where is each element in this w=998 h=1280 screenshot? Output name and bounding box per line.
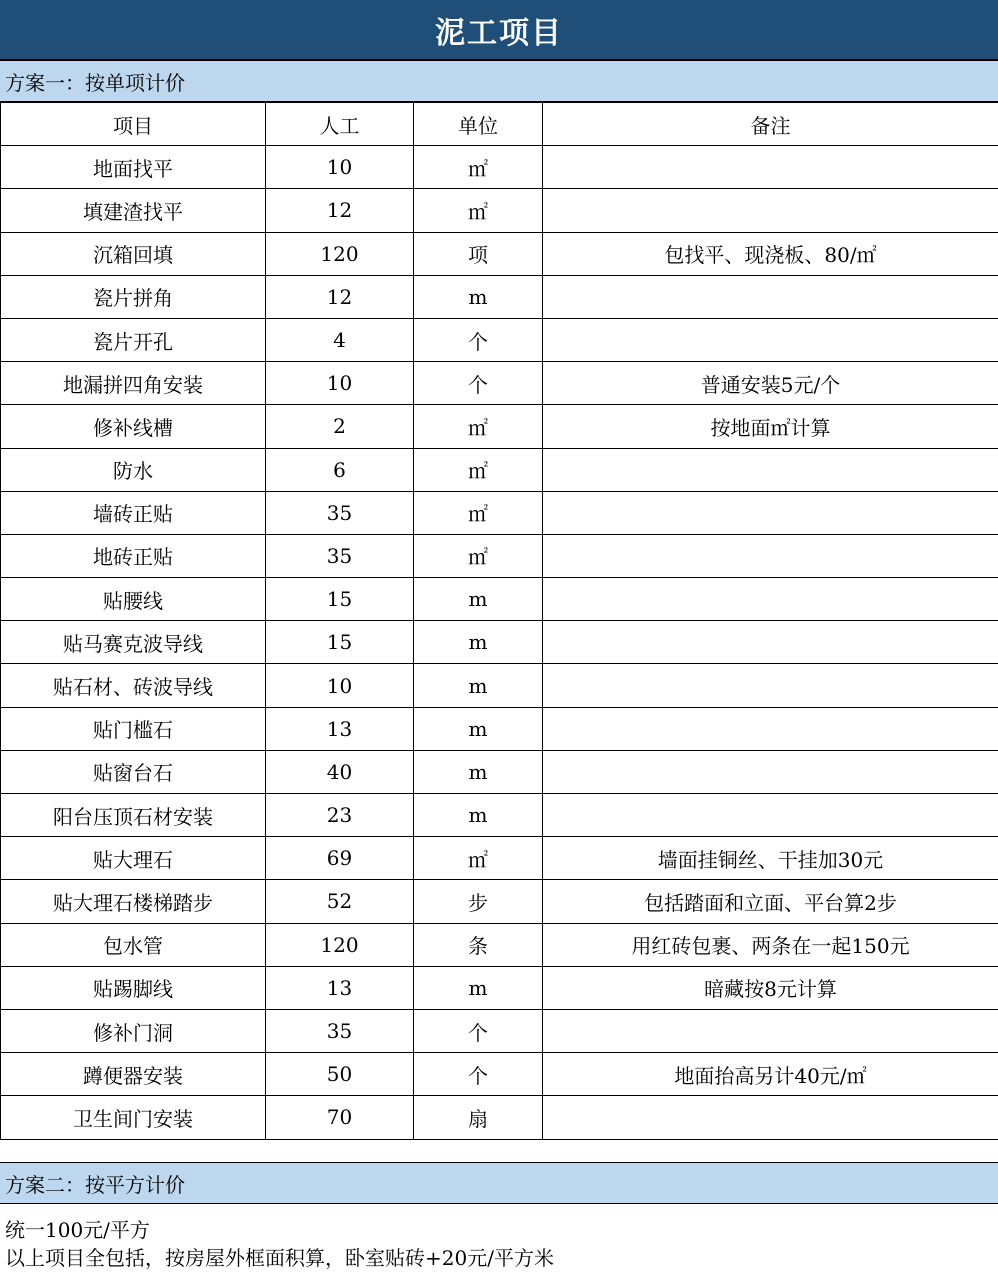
cell-item[interactable]: 瓷片拼角 [1, 275, 266, 318]
cell-item[interactable]: 卫生间门安装 [1, 1096, 266, 1139]
cell-unit[interactable]: m [414, 750, 543, 793]
cell-labor[interactable]: 10 [266, 362, 414, 405]
sheet-title: 泥工项目 [0, 0, 998, 60]
cell-note[interactable] [543, 146, 998, 189]
cell-note[interactable] [543, 1096, 998, 1139]
cell-note[interactable] [543, 794, 998, 837]
table-row [1, 707, 998, 750]
cell-unit[interactable]: m [414, 664, 543, 707]
header-labor[interactable]: 人工 [266, 103, 414, 146]
cell-item[interactable]: 墙砖正贴 [1, 491, 266, 534]
cell-note[interactable] [543, 275, 998, 318]
cell-labor[interactable]: 2 [266, 405, 414, 448]
cell-item[interactable]: 填建渣找平 [1, 189, 266, 232]
table-row [1, 189, 998, 232]
cell-note[interactable] [543, 1009, 998, 1052]
table-row [1, 534, 998, 577]
header-unit[interactable]: 单位 [414, 103, 543, 146]
cell-unit[interactable]: 个 [414, 1009, 543, 1052]
cell-unit[interactable]: ㎡ [414, 189, 543, 232]
cell-note[interactable] [543, 707, 998, 750]
cell-unit[interactable]: ㎡ [414, 837, 543, 880]
cell-labor[interactable]: 4 [266, 318, 414, 361]
cell-note[interactable] [543, 491, 998, 534]
table-row [1, 880, 998, 923]
cell-labor[interactable]: 12 [266, 275, 414, 318]
cell-labor[interactable]: 23 [266, 794, 414, 837]
cell-labor[interactable]: 13 [266, 707, 414, 750]
cell-unit[interactable]: m [414, 578, 543, 621]
table-row [1, 275, 998, 318]
cell-unit[interactable]: 项 [414, 232, 543, 275]
cell-note[interactable]: 暗藏按8元计算 [543, 966, 998, 1009]
cell-note[interactable] [543, 578, 998, 621]
cell-item[interactable]: 包水管 [1, 923, 266, 966]
table-row [1, 448, 998, 491]
table-row [1, 146, 998, 189]
plan2-line: 统一100元/平方 [5, 1218, 150, 1242]
cell-item[interactable]: 贴门槛石 [1, 707, 266, 750]
cell-note[interactable] [543, 189, 998, 232]
cell-item[interactable]: 阳台压顶石材安装 [1, 794, 266, 837]
cell-labor[interactable]: 120 [266, 232, 414, 275]
cell-labor[interactable]: 70 [266, 1096, 414, 1139]
cell-unit[interactable]: ㎡ [414, 405, 543, 448]
cell-labor[interactable]: 52 [266, 880, 414, 923]
cell-unit[interactable]: ㎡ [414, 448, 543, 491]
cell-item[interactable]: 地砖正贴 [1, 534, 266, 577]
cell-note[interactable]: 用红砖包裹、两条在一起150元 [543, 923, 998, 966]
cell-unit[interactable]: m [414, 707, 543, 750]
cell-note[interactable]: 按地面㎡计算 [543, 405, 998, 448]
cell-note[interactable]: 地面抬高另计40元/㎡ [543, 1053, 998, 1096]
cell-labor[interactable]: 15 [266, 621, 414, 664]
table-row [1, 405, 998, 448]
cell-note[interactable] [543, 621, 998, 664]
cell-labor[interactable]: 35 [266, 1009, 414, 1052]
plan2-label[interactable]: 方案二：按平方计价 [0, 1162, 998, 1204]
cell-item[interactable]: 蹲便器安装 [1, 1053, 266, 1096]
cell-note[interactable]: 墙面挂铜丝、干挂加30元 [543, 837, 998, 880]
table-row [1, 1009, 998, 1052]
header-note[interactable]: 备注 [543, 103, 998, 146]
plan2-line: 以上项目全包括，按房屋外框面积算，卧室贴砖+20元/平方米 [5, 1246, 554, 1270]
cell-item[interactable]: 地面找平 [1, 146, 266, 189]
price-table [0, 102, 998, 1140]
plan1-label[interactable]: 方案一：按单项计价 [0, 60, 998, 102]
cell-unit[interactable]: ㎡ [414, 491, 543, 534]
cell-unit[interactable]: ㎡ [414, 534, 543, 577]
cell-labor[interactable]: 120 [266, 923, 414, 966]
cell-item[interactable]: 贴马赛克波导线 [1, 621, 266, 664]
cell-item[interactable]: 地漏拼四角安装 [1, 362, 266, 405]
cell-item[interactable]: 贴大理石 [1, 837, 266, 880]
table-row [1, 621, 998, 664]
table-row [1, 664, 998, 707]
cell-unit[interactable]: m [414, 275, 543, 318]
cell-unit[interactable]: ㎡ [414, 146, 543, 189]
cell-note[interactable] [543, 750, 998, 793]
table-row [1, 578, 998, 621]
table-row [1, 837, 998, 880]
cell-note[interactable]: 包找平、现浇板、80/㎡ [543, 232, 998, 275]
cell-item[interactable]: 贴踢脚线 [1, 966, 266, 1009]
table-row [1, 1053, 998, 1096]
cell-unit[interactable]: 条 [414, 923, 543, 966]
cell-unit[interactable]: m [414, 794, 543, 837]
table-row [1, 232, 998, 275]
cell-item[interactable]: 贴窗台石 [1, 750, 266, 793]
cell-labor[interactable]: 12 [266, 189, 414, 232]
cell-note[interactable] [543, 664, 998, 707]
cell-unit[interactable]: 步 [414, 880, 543, 923]
cell-labor[interactable]: 15 [266, 578, 414, 621]
cell-note[interactable] [543, 318, 998, 361]
cell-unit[interactable]: m [414, 966, 543, 1009]
cell-labor[interactable]: 13 [266, 966, 414, 1009]
table-row [1, 966, 998, 1009]
cell-unit[interactable]: 扇 [414, 1096, 543, 1139]
table-row [1, 491, 998, 534]
cell-item[interactable]: 沉箱回填 [1, 232, 266, 275]
cell-unit[interactable]: 个 [414, 362, 543, 405]
cell-item[interactable]: 修补门洞 [1, 1009, 266, 1052]
cell-item[interactable]: 防水 [1, 448, 266, 491]
cell-labor[interactable]: 69 [266, 837, 414, 880]
table-row [1, 1096, 998, 1139]
cell-labor[interactable]: 10 [266, 664, 414, 707]
cell-item[interactable]: 贴大理石楼梯踏步 [1, 880, 266, 923]
cell-item[interactable]: 贴石材、砖波导线 [1, 664, 266, 707]
table-row [1, 923, 998, 966]
cell-item[interactable]: 瓷片开孔 [1, 318, 266, 361]
table-row [1, 750, 998, 793]
cell-labor[interactable]: 35 [266, 491, 414, 534]
cell-unit[interactable]: 个 [414, 318, 543, 361]
cell-unit[interactable]: m [414, 621, 543, 664]
table-row [1, 794, 998, 837]
cell-note[interactable] [543, 448, 998, 491]
header-row [1, 103, 998, 146]
cell-note[interactable]: 普通安装5元/个 [543, 362, 998, 405]
cell-labor[interactable]: 10 [266, 146, 414, 189]
table-row [1, 362, 998, 405]
cell-unit[interactable]: 个 [414, 1053, 543, 1096]
header-item[interactable]: 项目 [1, 103, 266, 146]
cell-note[interactable] [543, 534, 998, 577]
plan2-notes[interactable] [5, 1216, 554, 1272]
cell-item[interactable]: 贴腰线 [1, 578, 266, 621]
cell-labor[interactable]: 50 [266, 1053, 414, 1096]
cell-labor[interactable]: 40 [266, 750, 414, 793]
cell-item[interactable]: 修补线槽 [1, 405, 266, 448]
table-row [1, 318, 998, 361]
cell-labor[interactable]: 35 [266, 534, 414, 577]
cell-labor[interactable]: 6 [266, 448, 414, 491]
cell-note[interactable]: 包括踏面和立面、平台算2步 [543, 880, 998, 923]
